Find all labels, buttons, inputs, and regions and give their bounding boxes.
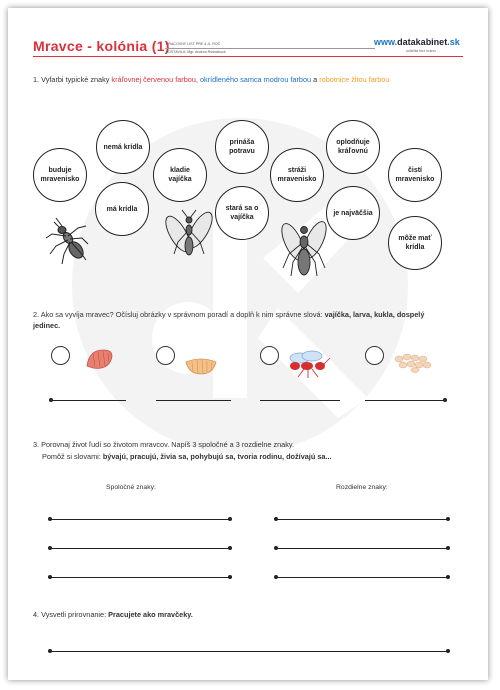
q2-answer-line-3[interactable]	[260, 400, 340, 401]
q2-instruction: 2. Ako sa vyvíja mravec? Očísluj obrázky v správnom poradí a doplň k nim správne slová:	[33, 310, 323, 319]
q2-word-bank: vajíčka, larva, kukla, dospelý jedinec.	[33, 310, 425, 330]
common-trait-line-2[interactable]	[50, 548, 230, 549]
meta-divider	[165, 48, 375, 49]
q2-answer-line-4[interactable]	[365, 400, 445, 401]
q3-hint-words: bývajú, pracujú, živia sa, pohybujú sa, tvoria rodinu, dožívajú sa...	[102, 452, 332, 461]
line-dot	[228, 517, 232, 521]
trait-circle-builds-anthill[interactable]: buduje mravenisko	[33, 148, 87, 202]
line-dot	[228, 546, 232, 550]
question-3-text: 3. Porovnaj život ľudí so životom mravcov. Napíš 3 spoločné a 3 rozdielne znaky.	[33, 440, 295, 449]
trait-circle-fertilizes-queen[interactable]: oplodňuje kráľovnú	[326, 120, 380, 174]
q4-answer-line[interactable]	[50, 651, 448, 652]
site-prefix: www.	[374, 37, 398, 47]
eggs-image-icon	[393, 351, 433, 373]
order-circle-2[interactable]	[156, 346, 175, 365]
q2-line-1-start-dot	[49, 398, 53, 402]
q3-hint-prefix: Pomôž si slovami:	[42, 452, 101, 461]
order-circle-1[interactable]	[51, 346, 70, 365]
line-dot	[446, 546, 450, 550]
line-dot	[48, 575, 52, 579]
order-circle-3[interactable]	[260, 346, 279, 365]
site-tagline: učiteľka bez hraníc	[406, 49, 437, 53]
worksheet-meta-grade: PRACOVNÝ LIST PRE 4.-5. ROČ	[166, 42, 221, 46]
different-trait-line-2[interactable]	[276, 548, 448, 549]
question-3-hint	[42, 451, 452, 462]
adult-ant-image-icon	[286, 348, 332, 380]
q1-worker-instruction: robotnice žltou farbou	[319, 75, 390, 84]
q1-prefix: 1. Vyfarbi typické znaky	[33, 75, 110, 84]
question-1-text	[33, 74, 448, 85]
trait-circle-lays-eggs[interactable]: kladie vajíčka	[153, 148, 207, 202]
larva-image-icon	[81, 346, 121, 372]
different-trait-line-1[interactable]	[276, 519, 448, 520]
common-traits-label: Spoločné znaky:	[106, 484, 156, 491]
q1-male-instruction: okrídleného samca modrou farbou	[199, 75, 312, 84]
common-trait-line-3[interactable]	[50, 577, 230, 578]
trait-circle-no-wings[interactable]: nemá krídla	[96, 120, 150, 174]
worksheet-page	[8, 8, 488, 680]
question-2-text	[33, 309, 453, 331]
trait-circle-cares-for-eggs[interactable]: stará sa o vajíčka	[215, 186, 269, 240]
line-dot	[274, 546, 278, 550]
q4-phrase: Pracujete ako mravčeky.	[108, 610, 193, 619]
header-divider	[33, 56, 463, 57]
page-title: Mravce - kolónia (1)	[33, 38, 170, 54]
trait-circle-brings-food[interactable]: prináša potravu	[215, 120, 269, 174]
site-name: datakabinet	[397, 37, 448, 47]
line-dot	[446, 649, 450, 653]
trait-circle-cleans-anthill[interactable]: čistí mravenisko	[388, 148, 442, 202]
site-logo[interactable]	[374, 37, 460, 47]
line-dot	[228, 575, 232, 579]
q2-answer-line-2[interactable]	[156, 400, 231, 401]
different-trait-line-3[interactable]	[276, 577, 448, 578]
site-suffix: .sk	[447, 37, 460, 47]
common-trait-line-1[interactable]	[50, 519, 230, 520]
q2-line-4-end-dot	[443, 398, 447, 402]
line-dot	[48, 649, 52, 653]
line-dot	[274, 575, 278, 579]
pupa-image-icon	[183, 356, 219, 376]
trait-circle-guards-anthill[interactable]: stráži mravenisko	[270, 148, 324, 202]
trait-circle-is-largest[interactable]: je najväčšia	[326, 186, 380, 240]
queen-ant-icon	[273, 218, 333, 280]
question-4-text	[33, 609, 453, 620]
line-dot	[48, 517, 52, 521]
worker-ant-icon	[38, 208, 90, 266]
line-dot	[446, 517, 450, 521]
line-dot	[48, 546, 52, 550]
line-dot	[274, 517, 278, 521]
q4-prefix: 4. Vysvetli prirovnanie:	[33, 610, 107, 619]
order-circle-4[interactable]	[365, 346, 384, 365]
winged-male-ant-icon	[160, 206, 218, 266]
different-traits-label: Rozdielne znaky:	[336, 484, 388, 491]
datakabinet-watermark	[8, 8, 488, 680]
trait-circle-may-have-wings[interactable]: môže mať krídla	[388, 216, 442, 270]
q2-answer-line-1[interactable]	[51, 400, 126, 401]
trait-circle-has-wings[interactable]: má krídla	[95, 182, 149, 236]
line-dot	[446, 575, 450, 579]
q1-queen-instruction: kráľovnej červenou farbou,	[111, 75, 198, 84]
q1-joiner: a	[313, 75, 318, 84]
worksheet-meta-author: ZOSTAVILA: Mgr. Andrea Rusnáková	[166, 50, 226, 54]
